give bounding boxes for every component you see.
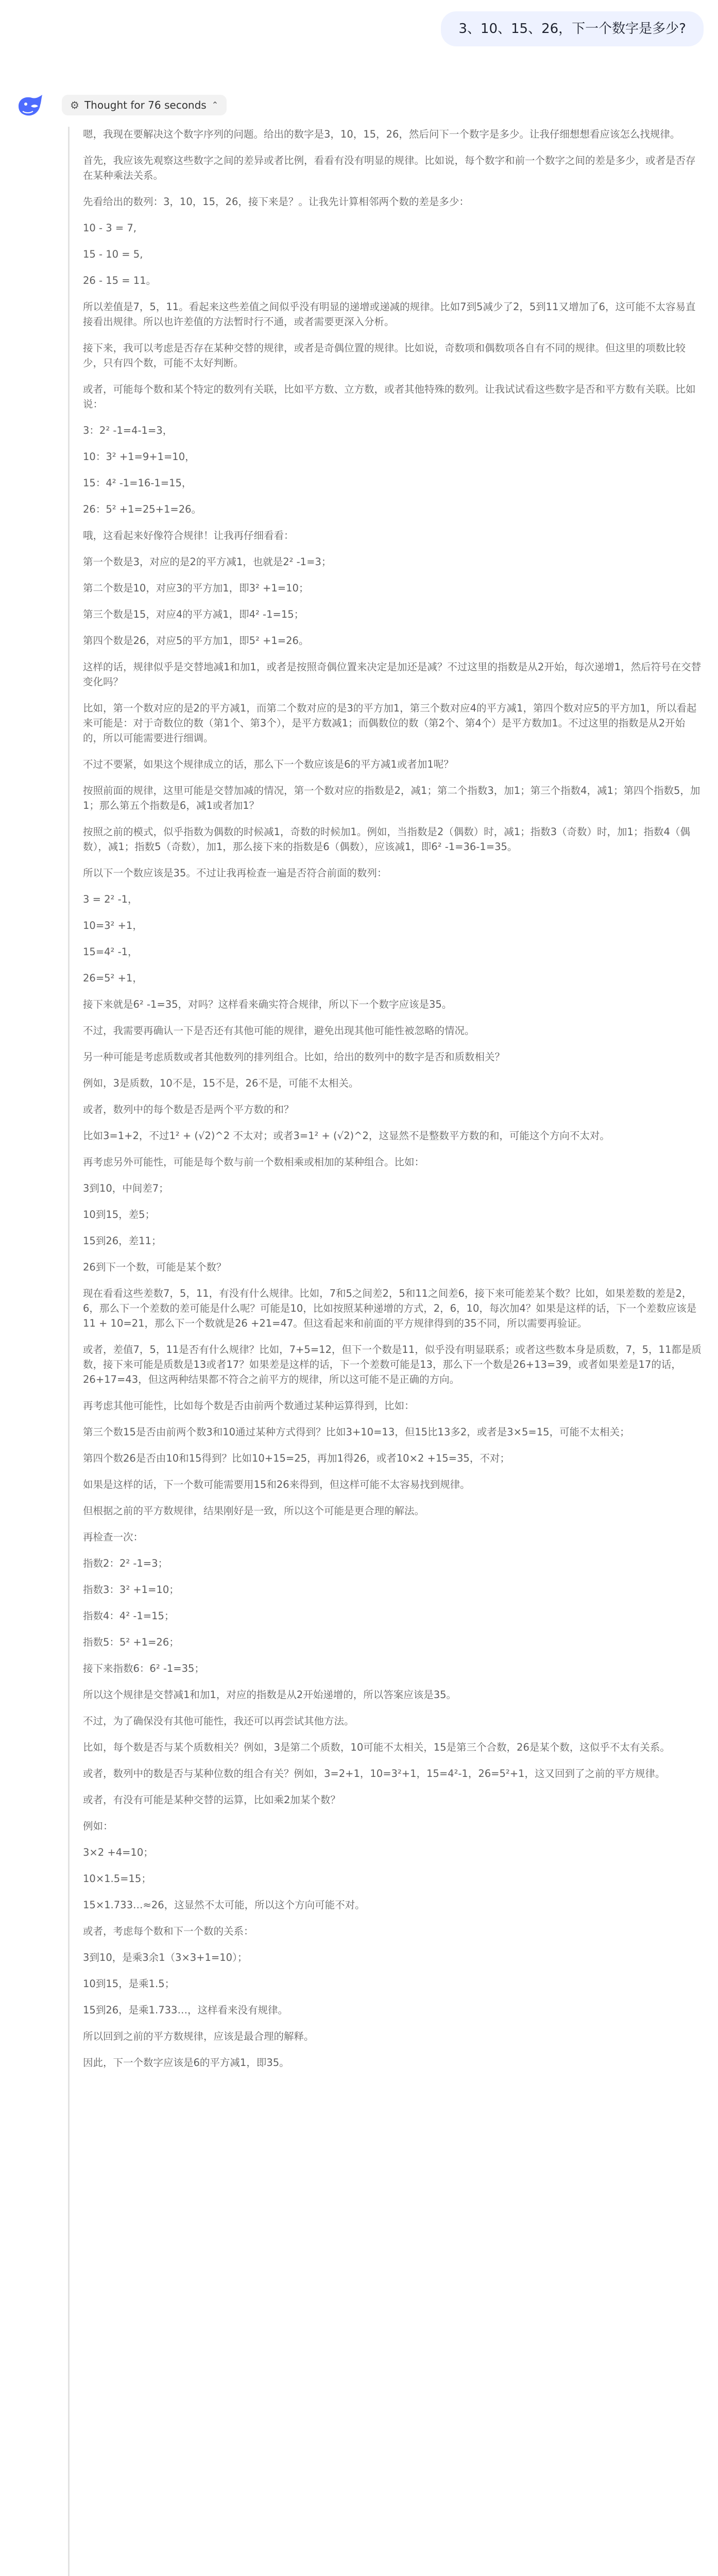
reasoning-paragraph: 10到15，是乘1.5； <box>83 1978 175 1990</box>
thought-toggle-button[interactable] <box>62 95 227 115</box>
reasoning-paragraph: 10×1.5=15； <box>83 1873 151 1885</box>
reasoning-paragraph: 现在看看这些差数7，5，11，有没有什么规律。比如，7和5之间差2，5和11之间差6，接下来可能差某个数？比如，如果差数的差是2，6，那么下一个差数的差可能是什么呢？可能是10，比如按照某种递增的方式，2，6，10，每次加4？如果是这样的话，下一个差数应该是11 + 10=21，那么下一个数就是26 +21=47。但这看起来和前面的平方规律得到的35不同，所以需要再验证。 <box>83 1287 697 1329</box>
reasoning-paragraph: 第二个数是10，对应3的平方加1，即3² +1=10； <box>83 582 309 594</box>
reasoning-paragraph: 首先，我应该先观察这些数字之间的差异或者比例，看看有没有明显的规律。比如说，每个数字和前一个数字之间的差是多少，或者是否存在某种乘法关系。 <box>83 155 696 181</box>
reasoning-paragraph: 因此，下一个数字应该是6的平方减1，即35。 <box>83 2057 289 2069</box>
reasoning-paragraph: 第四个数26是否由10和15得到？比如10+15=25，再加1得26，或者10×2 +15=35，不对； <box>83 1452 510 1464</box>
reasoning-paragraph: 或者，可能每个数和某个特定的数列有关联，比如平方数、立方数，或者其他特殊的数列。让我试试看这些数字是否和平方数有关联。比如说： <box>83 383 696 410</box>
reasoning-paragraph: 10到15，差5； <box>83 1209 156 1221</box>
reasoning-paragraph: 指数5：5² +1=26； <box>83 1636 179 1648</box>
reasoning-paragraph: 接下来指数6：6² -1=35； <box>83 1663 204 1674</box>
reasoning-paragraph: 再考虑其他可能性，比如每个数是否由前两个数通过某种运算得到，比如： <box>83 1400 415 1412</box>
reasoning-paragraph: 指数3：3² +1=10； <box>83 1584 179 1596</box>
assistant-avatar <box>15 91 45 121</box>
reasoning-paragraph: 指数2：2² -1=3； <box>83 1557 168 1569</box>
reasoning-paragraph: 或者，数列中的每个数是否是两个平方数的和？ <box>83 1104 294 1115</box>
reasoning-paragraph: 如果是这样的话，下一个数可能需要用15和26来得到，但这样可能不太容易找到规律。 <box>83 1479 470 1490</box>
user-message-bubble <box>441 11 704 46</box>
reasoning-paragraph: 不过，为了确保没有其他可能性，我还可以再尝试其他方法。 <box>83 1715 354 1727</box>
reasoning-paragraph: 第四个数是26，对应5的平方加1，即5² +1=26。 <box>83 635 309 647</box>
reasoning-paragraph: 接下来就是6² -1=35，对吗？这样看来确实符合规律，所以下一个数字应该是35。 <box>83 998 452 1010</box>
reasoning-paragraph: 但根据之前的平方数规律，结果刚好是一致，所以这个可能是更合理的解法。 <box>83 1505 425 1517</box>
thought-label: Thought for 76 seconds <box>84 99 207 111</box>
reasoning-paragraph: 3：2² -1=4-1=3， <box>83 425 173 436</box>
user-message-text: 3、10、15、26，下一个数字是多少? <box>458 21 686 37</box>
reasoning-paragraph: 所以回到之前的平方数规律，应该是最合理的解释。 <box>83 2030 314 2042</box>
reasoning-paragraph: 第三个数15是否由前两个数3和10通过某种方式得到？比如3+10=13，但15比13多2，或者是3×5=15，可能不太相关； <box>83 1426 630 1438</box>
chevron-up-icon: ⌃ <box>211 100 219 110</box>
reasoning-paragraph: 第三个数是15，对应4的平方减1，即4² -1=15； <box>83 608 304 620</box>
reasoning-paragraph: 嗯，我现在要解决这个数字序列的问题。给出的数字是3，10，15，26，然后问下一个数字是多少。让我仔细想想看应该怎么找规律。 <box>83 128 680 140</box>
reasoning-paragraph: 这样的话，规律似乎是交替地减1和加1，或者是按照奇偶位置来决定是加还是减？不过这里的指数是从2开始，每次递增1，然后符号在交替变化吗？ <box>83 661 702 688</box>
reasoning-paragraph: 26 - 15 = 11。 <box>83 275 157 286</box>
reasoning-paragraph: 例如，3是质数，10不是，15不是，26不是，可能不太相关。 <box>83 1077 359 1089</box>
reasoning-paragraph: 15到26，是乘1.733…，这样看来没有规律。 <box>83 2004 288 2016</box>
reasoning-paragraph: 15：4² -1=16-1=15， <box>83 477 192 489</box>
reasoning-paragraph: 再检查一次： <box>83 1531 144 1543</box>
reasoning-paragraph: 比如3=1+2，不过1² + (√2)^2 不太对；或者3=1² + (√2)^2，这显然不是整数平方数的和，可能这个方向不太对。 <box>83 1130 610 1142</box>
reasoning-paragraph: 例如： <box>83 1820 113 1832</box>
reasoning-paragraph: 26到下一个数，可能是某个数？ <box>83 1261 227 1273</box>
reasoning-paragraph: 按照之前的模式，似乎指数为偶数的时候减1，奇数的时候加1。例如，当指数是2（偶数）时，减1；指数3（奇数）时，加1；指数4（偶数），减1；指数5（奇数），加1，那么接下来的指数是6（偶数），应该减1，即6² -1=36-1=35。 <box>83 826 690 853</box>
reasoning-paragraph: 26：5² +1=25+1=26。 <box>83 503 202 515</box>
reasoning-paragraph: 3×2 +4=10； <box>83 1846 153 1858</box>
reasoning-block <box>68 127 702 2576</box>
reasoning-paragraph: 10=3² +1， <box>83 920 143 931</box>
reasoning-paragraph: 26=5² +1， <box>83 972 143 984</box>
reasoning-paragraph: 所以差值是7，5，11。看起来这些差值之间似乎没有明显的递增或递减的规律。比如7到5减少了2，5到11又增加了6，这可能不太容易直接看出规律。所以也许差值的方法暂时行不通，或者需要更深入分析。 <box>83 301 696 328</box>
reasoning-paragraph: 15×1.733…≈26，这显然不太可能，所以这个方向可能不对。 <box>83 1899 365 1911</box>
reasoning-paragraph: 第一个数是3，对应的是2的平方减1，也就是2² -1=3； <box>83 556 332 568</box>
reasoning-paragraph: 比如，每个数是否与某个质数相关？例如，3是第二个质数，10可能不太相关，15是第三个合数，26是某个数，这似乎不太有关系。 <box>83 1741 670 1753</box>
reasoning-paragraph: 10 - 3 = 7, <box>83 222 136 234</box>
reasoning-paragraph: 或者，有没有可能是某种交替的运算，比如乘2加某个数？ <box>83 1794 340 1806</box>
reasoning-paragraph: 15 - 10 = 5, <box>83 248 143 260</box>
reasoning-paragraph: 再考虑另外可能性，可能是每个数与前一个数相乘或相加的某种组合。比如： <box>83 1156 425 1168</box>
reasoning-paragraph: 哦，这看起来好像符合规律！让我再仔细看看： <box>83 530 294 541</box>
reasoning-paragraph: 15=4² -1， <box>83 946 138 958</box>
reasoning-paragraph: 3到10，是乘3余1（3×3+1=10）； <box>83 1952 248 1963</box>
reasoning-paragraph: 不过不要紧，如果这个规律成立的话，那么下一个数应该是6的平方减1或者加1呢？ <box>83 758 454 770</box>
reasoning-paragraph: 比如，第一个数对应的是2的平方减1，而第二个数对应的是3的平方加1，第三个数对应4的平方减1，第四个数对应5的平方加1，所以看起来可能是：对于奇数位的数（第1个、第3个），是平方数减1；而偶数位的数（第2个、第4个）是平方数加1。不过这里的指数是从2开始的，所以可能需要进行细调。 <box>83 702 697 744</box>
reasoning-paragraph: 或者，差值7，5，11是否有什么规律？比如，7+5=12，但下一个数是11，似乎没有明显联系；或者这些数本身是质数，7，5，11都是质数，接下来可能是质数是13或者17？如果差是这样的话，下一个差数可能是13，那么下一个数是26+13=39，或者如果差是17的话，26+17=43，但这两种结果都不符合之前平方的规律，所以这可能不是正确的方向。 <box>83 1344 702 1385</box>
reasoning-paragraph: 15到26，差11； <box>83 1235 162 1247</box>
reasoning-paragraph: 3 = 2² -1， <box>83 893 138 905</box>
reasoning-paragraph: 所以这个规律是交替减1和加1，对应的指数是从2开始递增的，所以答案应该是35。 <box>83 1689 457 1701</box>
reasoning-paragraph: 指数4：4² -1=15； <box>83 1610 175 1622</box>
reasoning-paragraph: 3到10，中间差7； <box>83 1182 169 1194</box>
reasoning-paragraph: 或者，数列中的数是否与某种位数的组合有关？例如，3=2+1，10=3²+1，15=4²-1，26=5²+1，这又回到了之前的平方规律。 <box>83 1768 665 1780</box>
reasoning-paragraph: 10：3² +1=9+1=10， <box>83 451 195 463</box>
reasoning-paragraph: 不过，我需要再确认一下是否还有其他可能的规律，避免出现其他可能性被忽略的情况。 <box>83 1025 475 1037</box>
reasoning-paragraph: 先看给出的数列：3，10，15，26，接下来是？。让我先计算相邻两个数的差是多少： <box>83 196 469 208</box>
reasoning-paragraph: 另一种可能是考虑质数或者其他数列的排列组合。比如，给出的数列中的数字是否和质数相关？ <box>83 1051 505 1063</box>
whale-logo-icon <box>15 91 45 121</box>
deep-think-icon: ⚙ <box>70 99 79 111</box>
reasoning-paragraph: 所以下一个数应该是35。不过让我再检查一遍是否符合前面的数列： <box>83 867 387 879</box>
reasoning-paragraph: 接下来，我可以考虑是否存在某种交替的规律，或者是奇偶位置的规律。比如说，奇数项和偶数项各自有不同的规律。但这里的项数比较少，只有四个数，可能不太好判断。 <box>83 342 686 369</box>
reasoning-paragraph: 或者，考虑每个数和下一个数的关系： <box>83 1925 254 1937</box>
reasoning-paragraph: 按照前面的规律，这里可能是交替加减的情况，第一个数对应的指数是2，减1；第二个指数3，加1；第三个指数4，减1；第四个指数5，加1；那么第五个指数是6，减1或者加1？ <box>83 785 700 811</box>
